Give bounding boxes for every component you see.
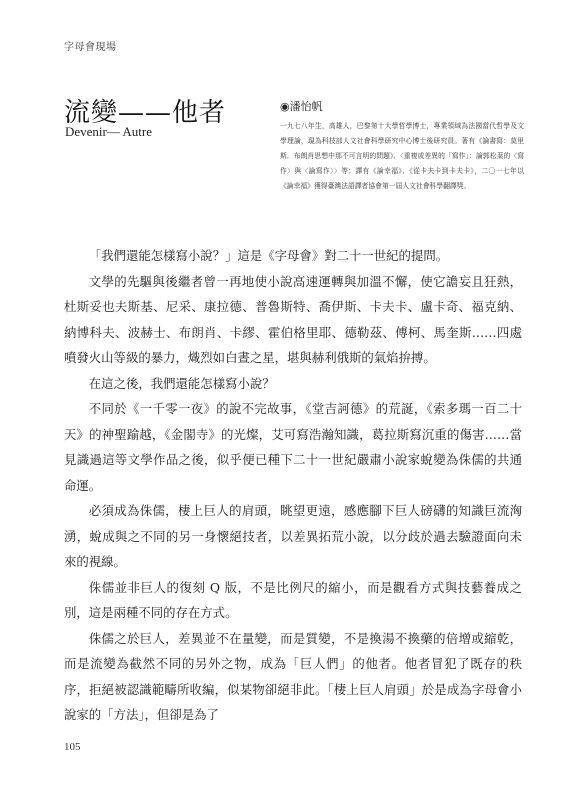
- page-number: 105: [64, 741, 81, 753]
- article-body: [64, 243, 522, 728]
- author-bio: 一九七八年生，高雄人，巴黎第十大學哲學博士，專業領域為法國當代哲學及文學理論，現為科技部人文社會科學研究中心博士後研究員。著有《論書寫：莫里斯．布朗肖思想中那不可言明的問題》、〈重複或差異的「寫作」：論郭松棻的〈寫作〉與〈論寫作〉〉等；譯有《論幸福》、《從卡夫卡到卡夫卡》，二〇一七年以《論幸福》獲得臺灣法語譯者協會第一屆人文社會科學翻譯獎。: [280, 122, 524, 190]
- running-head: 字母會現場: [64, 42, 117, 53]
- paragraph: 侏儒並非巨人的復刻 Q 版，不是比例尺的縮小，而是觀看方式與技藝養成之別，這是兩種不同的存在方式。: [64, 579, 522, 620]
- paragraph: 必須成為侏儒，棲上巨人的肩頭，眺望更遠，感應腳下巨人磅礴的知識巨流洶湧，蛻成與之不同的另一身懷絕技者，以差異拓荒小說，以分歧於過去驗證面向未來的視線。: [64, 503, 522, 569]
- paragraph: 「我們還能怎樣寫小說？」這是《字母會》對二十一世紀的提問。: [88, 248, 449, 263]
- paragraph: 在這之後，我們還能怎樣寫小說？: [88, 375, 275, 391]
- paragraph: 文學的先驅與後繼者曾一再地使小說高速運轉與加溫不懈，使它譫妄且狂熱，杜斯妥也夫斯基、尼采、康拉德、普魯斯特、喬伊斯、卡夫卡、盧卡奇、福克納、納博科夫、波赫士、布朗肖、卡繆、霍伯格里耶、德勒茲、傅柯、馬奎斯……四處噴發火山等級的暴力，熾烈如白晝之星，堪與赫利俄斯的氣焰拚搏。: [64, 273, 522, 365]
- article-subtitle: Devenir— Autre: [65, 124, 153, 139]
- paragraph: 侏儒之於巨人，差異並不在量變，而是質變，不是換湯不換藥的倍增或縮乾，而是流變為截然不同的另外之物，成為「巨人們」的他者。他者冒犯了既存的秩序，拒絕被認識範疇所收編，似某物卻絕非此。「棲上巨人肩頭」於是成為字母會小說家的「方法」，但卻是為了: [64, 630, 522, 722]
- paragraph: 不同於《一千零一夜》的說不完故事，《堂吉訶德》的荒誕，《索多瑪一百二十天》的神聖踰越，《金閣寺》的光燦，艾可寫浩瀚知識，葛拉斯寫沉重的傷害……當見識過這等文學作品之後，似乎便已種下二十一世紀嚴肅小說家蛻變為侏儒的共通命運。: [64, 401, 522, 493]
- author-name: ◉潘怡帆: [280, 100, 323, 113]
- article-title: 流變——他者: [64, 98, 227, 128]
